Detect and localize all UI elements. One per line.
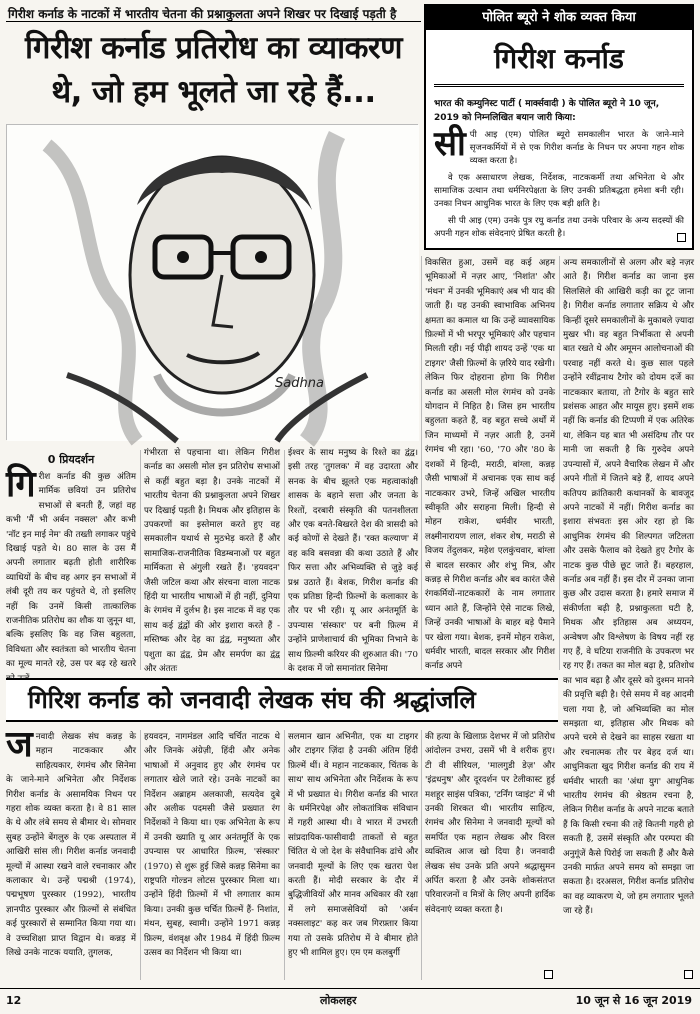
second-column-1 bbox=[6, 724, 136, 980]
article-dropcap: गि bbox=[6, 464, 36, 505]
second-headline: गिरिश कर्नाड को जनवादी लेखक संघ की श्रद्धांजलि bbox=[6, 678, 558, 722]
column-rule bbox=[559, 256, 560, 670]
page-number: 12 bbox=[6, 994, 22, 1007]
box-dropcap: सी bbox=[434, 124, 466, 164]
portrait-sketch bbox=[6, 124, 418, 440]
article-column-4: विकसित हुआ, उसमें वह कई अहम भूमिकाओं में नज़र आए, 'निशांत' और 'मंथन' में उनकी भूमिकाएं अब भी याद की जाती हैं। यह उनकी स्वाभाविक अभिनय क्षमता का कमाल था कि उन्हें व्यावसायिक फ़िल्मों में भी भरपूर भूमिकाएं और पहचान मिलती रही। नई पीढ़ी शायद उन्हें 'एक था टाइगर' जैसी फ़िल्मों के ज़रिये याद रखेगी। लेकिन फिर दोहराना होगा कि गिरीश कर्नाड का असली मोल रंगमंच को उनके योगदान में निहित है। जिस हम भारतीय बहुलता कहते हैं, वह बहुत सच्चे अर्थों में जिन माध्यमों में नज़र आती है, उनमें रंगमंच भी रहा। '60, '70 और '80 के दशकों में हिन्दी, मराठी, बांग्ला, कन्नड़ जैसी भाषाओं में अचानक एक साथ कई नाटककार उभरे, जिन्हें अखिल भारतीय स्वीकृति और सराहना मिली। हिन्दी से मोहन राकेश, धर्मवीर भारती, लक्ष्मीनारायण लाल, शंकर शेष, मराठी से विजय तेंदुलकर, महेश एलकुंचवार, बांग्ला से बादल सरकार और शंभु मित्र, और कन्नड़ से गिरीश कर्नाड और बव कारंत जैसे रंगकर्मियों-नाटककारों के नाम लगातार ध्यान आते हैं, जिन्होंने ऐसे नाटक लिखे, जिन्हें उनकी भाषाओं के बाहर बड़े पैमाने पर खेला गया। बेशक, इनमें मोहन राकेश, धर्मवीर भारती, बादल सरकार और गिरीश कर्नाड अपने bbox=[425, 258, 556, 672]
article-column-5: अन्य समकालीनों से अलग और बड़े नज़र आते हैं। गिरीश कर्नाड का जाना इस सिलसिले की आखिरी कड़ी का टूट जाना है। गिरीश कर्नाड लगातार सक्रिय थे और किन्हीं दूसरे समकालीनों के मुकाबले ज़्यादा मुखर भी। वह बहुत निर्भीकता से अपनी बात रखते थे और अमूमन आलोचनाओं की परवाह नहीं करते थे। कुछ साल पहले उन्होंने रवींद्रनाथ टैगोर को दोयम दर्जे का नाटककार बताया, तो टैगोर के बहुत सारे प्रशंसक आहत और मायूस हुए। इसमें शक नहीं कि कर्नाड की टिप्पणी में एक अतिरेक था, लेकिन यह बात भी असंदिग्ध तौर पर मानी जा सकती है कि गुरुदेव अपने उपन्यासों में, अपने वैचारिक लेखन में और अपने गीतों में जितने बड़े हैं, शायद अपने कतिपय क्रांतिकारी कथानकों के बावजूद अपने नाटकों में नहीं। गिरीश कर्नाड का इशारा संभवतः इस ओर रहा हो कि आधुनिक रंगमंच की शिल्पगत जटिलता और उसके फैलाव को देखते हुए टैगोर के नाटक कुछ पीछे छूट जाते हैं। बहरहाल, कर्नाड अब नहीं हैं। इस दौर में उनका जाना कुछ और उदास करता है। हमारे समाज में संकीर्णता बढ़ी है, प्रश्नाकुलता घटी है, मिथक और इतिहास अब अध्ययन, अन्वेषण और विश्लेषण के विषय नहीं रह गए हैं, वे घटिया राजनीति के उपकरण भर रह गए हैं। तकत का मोल बढ़ा है, प्रतिशोध का भाव बढ़ा है और दूसरे को दुश्मन मानने की प्रवृत्ति बढ़ी है। ऐसे समय में वह आदमी चला गया है, जो अभिव्यक्ति का मोल समझता था, इतिहास और मिथक को अपने चरमे से देखने का साहस रखता था और रचनात्मक तौर पर बेहद दर्ज था। आधुनिकता खुद गिरीश कर्नाड की राय में धर्मवीर भारती का 'अंधा युग' आधुनिक भारतीय रंगमंच की श्रेष्ठतम रचना है, लेकिन गिरीश कर्नाड के अपने नाटक बताते हैं कि किसी रचना की तहें कितनी गहरी हो सकती हैं, उसमें संस्कृति और परम्परा की अनुगूंजें कैसे पिरोई जा सकती हैं और कैसे उनकी मार्फ़त अपने समय को समझा जा सकता है। दरअसल, गिरीश कर्नाड प्रतिरोध का वह व्याकरण थे, जो हम लगातार भूलते जा रहे हैं। bbox=[563, 258, 694, 917]
column-rule bbox=[284, 450, 285, 670]
box-title: गिरीश कर्नाड bbox=[434, 34, 684, 87]
end-mark-icon bbox=[544, 970, 553, 979]
box-paragraph-2: वे एक असाधारण लेखक, निर्देशक, नाटककर्मी तथा अभिनेता थे और सामाजिक उत्थान तथा धर्मनिरपेक्षता के लिए उनकी प्रतिबद्धता हमेशा बनी रही। उनका निधन आधुनिक भारत के लिए एक बड़ी क्षति है। bbox=[434, 173, 684, 209]
article-column-3: ईश्वर के साथ मनुष्य के रिश्ते का द्वंद्व। इसी तरह 'तुगलक' में वह उदारता और सनक के बीच झूलते एक महत्वाकांक्षी शासक के बहाने सत्ता और जनता के रिश्तों, दरबारी संस्कृति की पतनशीलता और एक बनते-बिखरते देश की त्रासदी को कई कोणों से देखते हैं। 'रक्त कल्याण' में वह कवि बसवन्ना की कथा उठाते हैं और फिर सत्ता और अभिव्यक्ति से जुड़े कई प्रश्न उठाते हैं। बेशक, गिरीश कर्नाड की एक प्रतिष्ठा हिन्दी फ़िल्मों के कलाकार के तौर पर भी रही। यू आर अनंतमूर्ति के उपन्यास 'संस्कार' पर बनी फ़िल्म में उन्होंने प्राणेशाचार्य की भूमिका निभाने के साथ फ़िल्मी करियर की शुरुआत की। '70 के दशक में जो समानांतर सिनेमा bbox=[288, 448, 418, 675]
second-column-4: की हत्या के खिलाफ़ देशभर में जो प्रतिरोध आंदोलन उभरा, उसमें भी वे शरीक हुए। टी वी सीरियल, 'मालगुडी डेज़' और 'इंद्रधनुष' और दूरदर्शन पर टेलीकास्ट हुई मशहूर साइंस पत्रिका, 'टर्निंग प्वाइंट' में भी उनकी शिरकत थी। भारतीय साहित्य, रंगमंच और सिनेमा ने जनवादी मूल्यों को समर्पित एक महान लेखक और विरल व्यक्तित्व आज खो दिया है। जनवादी लेखक संघ उनके प्रति अपने श्रद्धासुमन अर्पित करता है और उनके शोकसंतप्त परिवारजनों व मित्रों के लिए अपनी हार्दिक संवेदनाएं व्यक्त करता है। bbox=[425, 732, 555, 915]
box-body bbox=[426, 124, 692, 170]
box-paragraph-3: सी पी आइ (एम) उनके पुत्र रघु कर्नाड तथा उनके परिवार के अन्य सदस्यों की अपनी गहन शोक संवेदनाएं प्रेषित करती है। bbox=[434, 216, 684, 239]
column-rule bbox=[284, 730, 285, 980]
article-text-1: रीश कर्नाड की कुछ अंतिम मार्मिक छवियां उन प्रतिरोध सभाओं से बनती हैं, जहां वह कभी 'मैं भी अर्बन नक्सल' और कभी 'नॉट इन माई नेम' की तख्ती लगाकर पहुंचे दिखाई पड़ते थे। 80 साल के उस मैं अपनी लगातार बढ़ती होती शारीरिक व्याधियों के बीच वह अगर इन सभाओं में लंबी दूरी तय कर पहुंचते थे, तो इसलिए नहीं कि उनमें किसी तात्कालिक राजनीतिक प्रतिरोध का शौक या जुनून था, बल्कि इसलिए कि वह जिस बहुलता, विविधता और स्वतंत्रता को भारतीय चेतना का मूल्य मानते रहे, उस पर बढ़ रहे खतरे bbox=[6, 472, 136, 670]
portrait-illustration-icon bbox=[7, 125, 419, 441]
politburo-box bbox=[424, 4, 694, 250]
box-lead: भारत की कम्युनिस्ट पार्टी ( मार्क्सवादी ) के पोलित ब्यूरो ने 10 जून, 2019 को निम्नलिखित बयान जारी किया: bbox=[434, 99, 660, 123]
end-mark-icon bbox=[684, 970, 693, 979]
issue-date: 10 जून से 16 जून 2019 bbox=[575, 994, 692, 1007]
box-paragraph-1: पी आइ (एम) पोलित ब्यूरो समकालीन भारत के जाने-माने सृजनकर्मियों में से एक गिरीश कर्नाड के निधन पर अपना गहन शोक व्यक्त करता है। bbox=[469, 130, 684, 166]
column-rule bbox=[140, 450, 141, 670]
article-column-1 bbox=[6, 464, 136, 670]
second-column-3: सलमान खान अभिनीत, एक था टाइगर और टाइगर ज़िंदा है उनकी अंतिम हिंदी फ़िल्में थीं। वे महान नाटककार, चिंतक के साथ' साथ अभिनेता और निर्देशक के रूप में भी प्रख्यात थे। गिरीश कर्नाड की भारत के धर्मनिरपेक्ष और लोकतांत्रिक संविधान में गहरी आस्था थी। वे भारत में उभरती सांप्रदायिक-फासीवादी ताकतों से बहुत चिंतित थे जो देश के संवैधानिक ढांचे और जनवादी मूल्यों के लिए एक खतरा पेश करती हैं। मोदी सरकार के दौर में बुद्धिजीवियों और मानव अधिकार की रक्षा में लगे समाजसेवियों को 'अर्बन नक्सलाइट' कह कर जब गिरफ़्तार किया गया तो उसके प्रतिरोध में वे बीमार होते हुए भी शामिल हुए। एम एम कलबुर्गी bbox=[288, 732, 418, 959]
second-text-1: नवादी लेखक संघ कन्नड़ के महान नाटककार और साहित्यकार, रंगमंच और सिनेमा के जाने-माने अभिनेता और निर्देशक गिरीश कर्नाड के असामयिक निधन पर गहरा शोक व्यक्त करता है। वे 81 साल के थे और लंबे समय से बीमार थे। सोमवार सुबह उन्होंने बेंगलुरु के एक अस्पताल में आखिरी सांस ली। गिरीश कर्नाड जनवादी मूल्यों में आस्था रखने वाले रचनाकार और कलाकार थे। उन्हें पद्मश्री (1974), पद्मभूषण पुरस्कार (1992), भारतीय ज्ञानपीठ पुरस्कार और फ़िल्मों से संबंधित कई पुरस्कारों से सम्मानित किया गया था। वे उच्चशिक्षा प्राप्त विद्वान थे। कन्नड़ में लिखे उनके नाटक ययाति, तुगलक, bbox=[6, 732, 136, 959]
column-rule bbox=[140, 730, 141, 980]
main-headline: गिरीश कर्नाड प्रतिरोध का व्याकरण थे, जो हम भूलते जा रहे हैं... bbox=[24, 30, 403, 110]
paper-name: लोकलहर bbox=[320, 994, 357, 1007]
header-strip: गिरीश कर्नाड के नाटकों में भारतीय चेतना की प्रश्नाकुलता अपने शिखर पर दिखाई पड़ती है bbox=[6, 4, 421, 22]
end-mark-icon bbox=[677, 233, 686, 242]
column-rule bbox=[421, 256, 422, 670]
svg-text:Sadhna: Sadhna bbox=[275, 376, 324, 391]
byline: 0 प्रियदर्शन bbox=[47, 453, 95, 466]
box-kicker: पोलित ब्यूरो ने शोक व्यक्त किया bbox=[426, 6, 692, 30]
second-dropcap: ज bbox=[6, 724, 33, 765]
article-column-2: गंभीरता से पहचाना था। लेकिन गिरीश कर्नाड का असली मोल इन प्रतिरोध सभाओं से कहीं बहुत बड़ा है। उनके नाटकों में भारतीय चेतना की प्रश्नाकुलता अपने शिखर पर दिखाई पड़ती है। मिथक और इतिहास के उपकरणों का इस्तेमाल करते हुए वह समकालीन यथार्थ से मुठभेड़ करते हैं और सामाजिक-राजनीतिक विडम्बनाओं पर बहुत मार्मिकता से अंगुली रखते हैं। 'हयवदन' जैसी जटिल कथा और संरचना वाला नाटक हिंदी या भारतीय भाषाओं में ही नहीं, दुनिया के रंगमंच में दुर्लभ है। इस नाटक में वह एक साथ कई द्वंद्वों की ओर इशारा करते हैं - मस्तिष्क और देह का द्वंद्व, मनुष्यता और पशुता का द्वंद्व, प्रेम और समर्पण का द्वंद्व और अंततः bbox=[144, 448, 280, 675]
second-column-2: हयवदन, नागमंडल आदि चर्चित नाटक थे और जिनके अंग्रेज़ी, हिंदी और अनेक भाषाओं में अनुवाद हुए और रंगमंच पर लगातार खेले जाते रहे। उनके नाटकों का निर्देशन अब्राहम अलकाजी, सत्यदेव दुबे और अलीक पदमसी जैसे प्रख्यात रंग निर्देशकों ने किया था। एक अभिनेता के रूप में उनकी ख्याति यू आर अनंतमूर्ति के एक उपन्यास पर आधारित फ़िल्म, 'संस्कार' (1970) से शुरू हुई जिसे कन्नड़ सिनेमा का राष्ट्रपति गोल्डन लोटस पुरस्कार मिला था। उन्होंने हिंदी फ़िल्मों में भी लगातार काम किया। उनकी कुछ चर्चित फ़िल्में हैं- निशांत, मंथन, सुबह, स्वामी। उन्होंने 1971 कन्नड़ फ़िल्म, वंशवृक्ष और 1984 में हिंदी फ़िल्म उत्सव का निर्देशन भी किया था। bbox=[144, 732, 280, 959]
page-footer bbox=[0, 988, 700, 1014]
column-rule bbox=[421, 730, 422, 980]
